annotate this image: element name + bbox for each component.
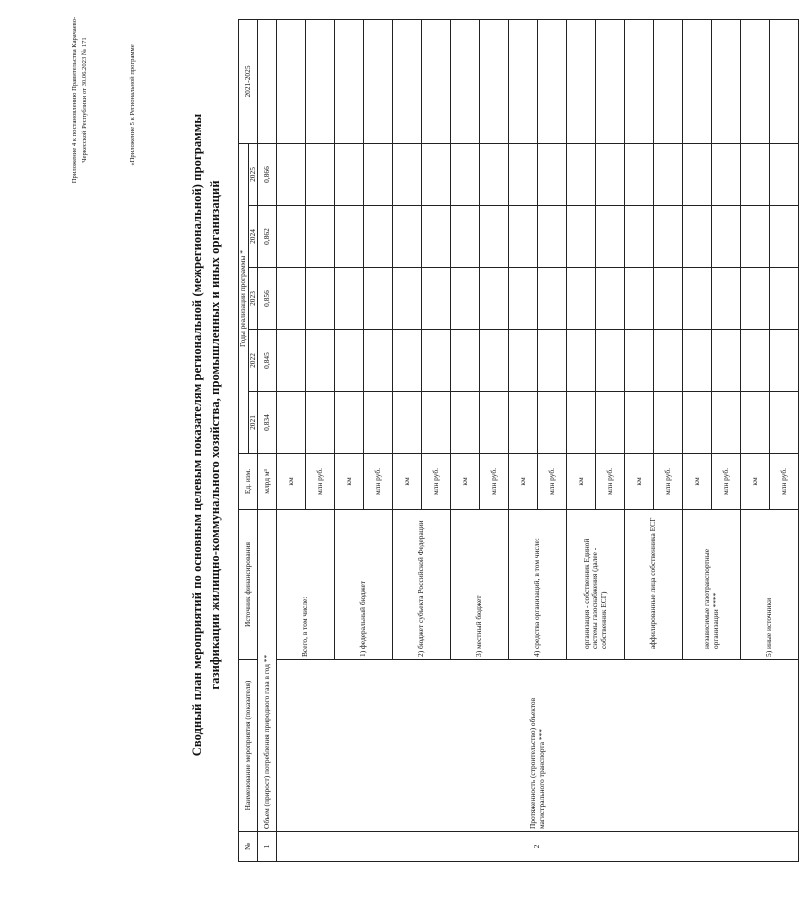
row-value — [277, 144, 306, 206]
row-value — [509, 144, 538, 206]
row-value — [393, 206, 422, 268]
row-value — [422, 144, 451, 206]
row-value — [567, 330, 596, 392]
row-value — [393, 268, 422, 330]
row-value — [567, 206, 596, 268]
header-year: 2024 — [248, 206, 258, 268]
row-value — [422, 330, 451, 392]
row-value — [683, 206, 712, 268]
row-value — [364, 392, 393, 454]
row-value — [335, 206, 364, 268]
row-unit: млн руб. — [596, 454, 625, 510]
row-value — [538, 206, 567, 268]
row-value — [480, 268, 509, 330]
row-value — [422, 206, 451, 268]
row-unit: млн руб. — [306, 454, 335, 510]
document-title-line-2: газификации жилищно-коммунального хозяйства, промышленных и иных организаций — [208, 180, 222, 690]
row-funding-source: 5) иные источники — [741, 510, 799, 660]
row-unit: млн руб. — [364, 454, 393, 510]
row-funding-source: аффилированные лица собственника ЕСГ — [625, 510, 683, 660]
row-unit: км — [393, 454, 422, 510]
row-value — [538, 268, 567, 330]
row-value — [596, 144, 625, 206]
row-value — [480, 392, 509, 454]
row-value — [451, 144, 480, 206]
row-value — [654, 268, 683, 330]
row-value — [625, 206, 654, 268]
row-total — [625, 20, 654, 144]
row-total — [364, 20, 393, 144]
row-value — [596, 206, 625, 268]
header-funding-source: Источник финансирования — [239, 510, 258, 660]
row-value — [335, 392, 364, 454]
row-value — [509, 330, 538, 392]
row-funding-source: 2) бюджет субъекта Российской Федерации — [393, 510, 451, 660]
row-unit: км — [567, 454, 596, 510]
row-total — [422, 20, 451, 144]
row-value — [364, 144, 393, 206]
row-value — [480, 206, 509, 268]
row-unit: км — [741, 454, 770, 510]
row-value — [654, 206, 683, 268]
row-value — [770, 392, 799, 454]
row-value — [770, 144, 799, 206]
table-row — [258, 20, 277, 862]
row-funding-source: 3) местный бюджет — [451, 510, 509, 660]
row-unit: км — [335, 454, 364, 510]
row-value — [451, 268, 480, 330]
header-event-name: Наименование мероприятия (показателя) — [239, 660, 258, 832]
appendix-note-program: «Приложение 5 к Региональной программе — [129, 44, 136, 166]
header-year: 2022 — [248, 330, 258, 392]
header-unit: Ед. изм. — [239, 454, 258, 510]
row-total — [451, 20, 480, 144]
row-value — [683, 144, 712, 206]
row-total — [306, 20, 335, 144]
row-funding-source: Всего, в том числе: — [277, 510, 335, 660]
row-total — [480, 20, 509, 144]
row-value — [480, 330, 509, 392]
row-value — [422, 268, 451, 330]
row-unit: км — [625, 454, 654, 510]
row-value — [277, 206, 306, 268]
row-value — [683, 330, 712, 392]
row-unit: млрд м³ — [258, 454, 277, 510]
row-value — [364, 206, 393, 268]
row-value — [509, 392, 538, 454]
row-value — [625, 144, 654, 206]
row-value — [306, 268, 335, 330]
row-value — [712, 330, 741, 392]
row-value — [741, 330, 770, 392]
row-value — [335, 330, 364, 392]
row-value — [393, 144, 422, 206]
row-value — [712, 144, 741, 206]
header-years-group: Годы реализации программы * — [239, 144, 249, 454]
row-value — [741, 392, 770, 454]
header-year: 2023 — [248, 268, 258, 330]
row-value — [596, 392, 625, 454]
row-value — [770, 330, 799, 392]
row-unit: млн руб. — [422, 454, 451, 510]
row-total — [258, 20, 277, 144]
row-value — [393, 392, 422, 454]
row-value — [277, 268, 306, 330]
table-row — [277, 20, 306, 862]
row-total — [393, 20, 422, 144]
row-value — [683, 268, 712, 330]
appendix-note-resolution: Приложение 4 к постановлению Правительства Карачаево-Черкесской Республики от 30.06.2023 № 171 — [71, 16, 88, 184]
row-value — [770, 206, 799, 268]
row-total — [654, 20, 683, 144]
row-value — [567, 392, 596, 454]
row-value — [683, 392, 712, 454]
row-value — [393, 330, 422, 392]
row-num: 1 — [258, 832, 277, 862]
row-value — [567, 144, 596, 206]
row-value — [770, 268, 799, 330]
row-unit: млн руб. — [538, 454, 567, 510]
row-total — [335, 20, 364, 144]
row-value — [741, 268, 770, 330]
row-funding-source: независимые газотранспортные организации **** — [683, 510, 741, 660]
header-num: № — [239, 832, 258, 862]
row-value — [741, 144, 770, 206]
row-funding-source: 4) средства организаций, в том числе: — [509, 510, 567, 660]
header-total-period: 2021-2025 — [239, 20, 258, 144]
row-value — [451, 392, 480, 454]
row-total — [596, 20, 625, 144]
row-value — [335, 268, 364, 330]
row-total — [770, 20, 799, 144]
row-unit: млн руб. — [480, 454, 509, 510]
row-unit: км — [509, 454, 538, 510]
row-unit: млн руб. — [770, 454, 799, 510]
row-total — [712, 20, 741, 144]
row-value — [596, 268, 625, 330]
row-value — [451, 206, 480, 268]
row-funding-source: организация - собственник Единой системы газоснабжения (далее - собственник ЕСГ) — [567, 510, 625, 660]
row-total — [509, 20, 538, 144]
row-value — [335, 144, 364, 206]
row-value — [306, 330, 335, 392]
row-name: Объем (прирост) потребления природного газа в год ** — [258, 510, 277, 832]
row-value — [712, 392, 741, 454]
row-total — [538, 20, 567, 144]
row-value — [364, 268, 393, 330]
header-year: 2025 — [248, 144, 258, 206]
row-total — [567, 20, 596, 144]
row-total — [277, 20, 306, 144]
row-value: 0,834 — [258, 392, 277, 454]
row-value — [654, 144, 683, 206]
row-value — [625, 330, 654, 392]
row-unit: км — [277, 454, 306, 510]
row-value — [509, 206, 538, 268]
row-value — [712, 206, 741, 268]
row-value — [596, 330, 625, 392]
row-value — [509, 268, 538, 330]
row-value: 0,845 — [258, 330, 277, 392]
plan-table — [238, 19, 799, 862]
row-unit: км — [451, 454, 480, 510]
row-value — [277, 392, 306, 454]
row-value — [422, 392, 451, 454]
row-value — [306, 206, 335, 268]
row-funding-source: 1) федеральный бюджет — [335, 510, 393, 660]
row-value — [567, 268, 596, 330]
row-unit: млн руб. — [712, 454, 741, 510]
row-value: 0,862 — [258, 206, 277, 268]
row-value — [538, 144, 567, 206]
row-value — [451, 330, 480, 392]
row-value — [712, 268, 741, 330]
row-value — [741, 206, 770, 268]
row-value — [277, 330, 306, 392]
header-year: 2021 — [248, 392, 258, 454]
row-num: 2 — [277, 832, 799, 862]
row-name: Протяженность (строительство) объектов магистрального транспорта *** — [277, 660, 799, 832]
row-unit: млн руб. — [654, 454, 683, 510]
row-value: 0,856 — [258, 268, 277, 330]
row-value — [306, 144, 335, 206]
row-unit: км — [683, 454, 712, 510]
row-value — [306, 392, 335, 454]
row-value: 0,866 — [258, 144, 277, 206]
row-value — [538, 330, 567, 392]
row-total — [683, 20, 712, 144]
row-value — [538, 392, 567, 454]
row-value — [480, 144, 509, 206]
row-value — [625, 268, 654, 330]
row-value — [364, 330, 393, 392]
document-title-line-1: Сводный план мероприятий по основным целевым показателям региональной (межрегиональной) программы — [190, 113, 204, 757]
row-value — [654, 392, 683, 454]
document-sheet — [10, 15, 788, 895]
row-value — [625, 392, 654, 454]
row-total — [741, 20, 770, 144]
row-value — [654, 330, 683, 392]
